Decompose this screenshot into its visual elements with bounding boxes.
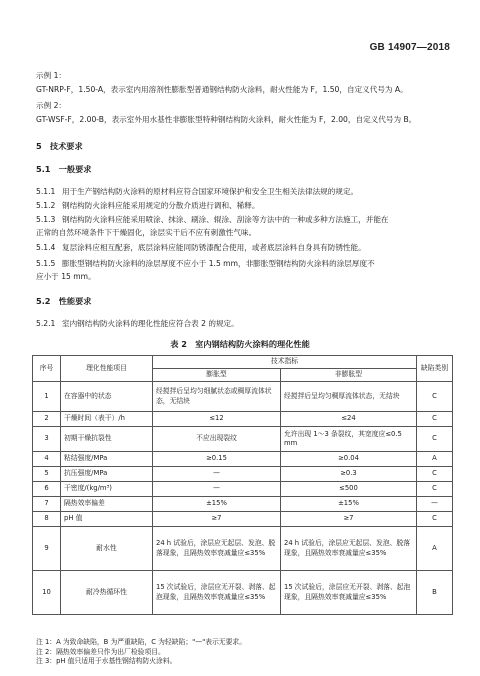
row-no: 3: [33, 427, 61, 452]
row-no: 6: [33, 482, 61, 497]
row-non-intumescent: ≤500: [281, 482, 417, 497]
row-item: 初期干燥抗裂性: [61, 427, 153, 452]
table-row: [33, 412, 453, 427]
row-non-intumescent: ≥7: [281, 512, 417, 527]
section-5-1-number: 5.1: [36, 164, 51, 174]
row-no: 5: [33, 467, 61, 482]
clause-text: 室内钢结构防火涂料的理化性能应符合表 2 的规定。: [62, 319, 239, 328]
row-class: B: [417, 571, 453, 615]
row-intumescent: 15 次试验后，涂层应无开裂、剥落、起泡现象，且隔热效率衰减量应≤35%: [153, 571, 281, 615]
section-5-2-number: 5.2: [36, 296, 51, 306]
row-class: C: [417, 427, 453, 452]
row-intumescent: ≤12: [153, 412, 281, 427]
row-class: —: [417, 497, 453, 512]
row-non-intumescent: ≤24: [281, 412, 417, 427]
example-2-label: 示例 2：: [36, 101, 67, 110]
example-2-text: GT-WSF-F，2.00-B，表示室外用水基性非膨胀型特种钢结构防火涂料，耐火性能为 F，2.00，自定义代号为 B。: [36, 115, 417, 124]
row-no: 10: [33, 571, 61, 615]
clause-text: 用于生产钢结构防火涂料的原材料应符合国家环境保护和安全卫生相关法律法规的规定。: [62, 187, 359, 196]
clause-text: 钢结构防火涂料应能采用规定的分散介质进行调和、稀释。: [62, 201, 260, 210]
clause-text: 钢结构防火涂料应能采用喷涂、抹涂、刷涂、辊涂、刮涂等方法中的一种或多种方法施工，并能在: [62, 215, 389, 224]
row-class: A: [417, 452, 453, 467]
properties-table: [32, 355, 453, 615]
row-class: C: [417, 512, 453, 527]
example-1-label: 示例 1：: [36, 71, 67, 80]
row-non-intumescent: ±15%: [281, 497, 417, 512]
note-3: 注 3：pH 值只适用于水基性钢结构防火涂料。: [36, 657, 177, 665]
row-intumescent: 24 h 试验后，涂层应无起层、发泡、脱落现象，且隔热效率衰减量应≤35%: [153, 527, 281, 571]
row-no: 1: [33, 382, 61, 412]
section-5-number: 5: [36, 141, 42, 151]
table-row: [33, 497, 453, 512]
section-5-2-heading: [36, 296, 450, 307]
row-item: 在容器中的状态: [61, 382, 153, 412]
note-2: 注 2：隔热效率偏差只作为出厂检验项目。: [36, 647, 165, 656]
header-technical-index: 技术指标: [153, 356, 417, 369]
row-intumescent: ±15%: [153, 497, 281, 512]
row-item: 粘结强度/MPa: [61, 452, 153, 467]
row-item: 隔热效率偏差: [61, 497, 153, 512]
clause-number: 5.2.1: [36, 319, 56, 328]
row-class: C: [417, 412, 453, 427]
table-row: [33, 382, 453, 412]
row-no: 4: [33, 452, 61, 467]
row-non-intumescent: 允许出现 1～3 条裂纹，其宽度应≤0.5 mm: [281, 427, 417, 452]
table-title: 表 2 室内钢结构防火涂料的理化性能: [170, 339, 310, 349]
row-no: 8: [33, 512, 61, 527]
table-row: [33, 427, 453, 452]
section-5-heading: [36, 141, 450, 152]
row-intumescent: —: [153, 482, 281, 497]
row-non-intumescent: 15 次试验后，涂层应无开裂、剥落、起泡现象，且隔热效率衰减量应≤35%: [281, 571, 417, 615]
clause-text: 膨胀型钢结构防火涂料的涂层厚度不应小于 1.5 mm，非膨胀型钢结构防火涂料的涂层厚度不: [62, 259, 375, 268]
header-item: 理化性能项目: [61, 356, 153, 382]
standard-number: GB 14907—2018: [369, 42, 450, 53]
row-class: C: [417, 467, 453, 482]
row-intumescent: —: [153, 467, 281, 482]
row-intumescent: 不应出现裂纹: [153, 427, 281, 452]
table-notes: [36, 638, 246, 667]
row-intumescent: 经搅拌后呈均匀细腻状态或稠厚流体状态，无结块: [153, 382, 281, 412]
table-row: [33, 467, 453, 482]
row-class: A: [417, 527, 453, 571]
example-1-text: GT-NRP-F，1.50-A，表示室内用溶剂性膨胀型普通钢结构防火涂料，耐火性能为 F，1.50，自定义代号为 A。: [36, 85, 408, 94]
clause-number: 5.1.4: [36, 243, 56, 252]
row-non-intumescent: ≥0.3: [281, 467, 417, 482]
row-item: 耐冷热循环性: [61, 571, 153, 615]
section-5-title: 技术要求: [49, 141, 83, 151]
header-non-intumescent: 非膨胀型: [281, 369, 417, 382]
clause-number: 5.1.1: [36, 187, 56, 196]
table-row: [33, 482, 453, 497]
row-item: pH 值: [61, 512, 153, 527]
row-item: 干燥时间（表干）/h: [61, 412, 153, 427]
table-row: [33, 452, 453, 467]
header-defect-class: 缺陷类别: [417, 356, 453, 382]
row-intumescent: ≥0.15: [153, 452, 281, 467]
row-no: 7: [33, 497, 61, 512]
row-no: 9: [33, 527, 61, 571]
table-row: [33, 527, 453, 571]
clause-number: 5.1.3: [36, 215, 56, 224]
clause-text-continued: 正常的自然环境条件下干燥固化，涂层实干后不应有刺激性气味。: [36, 228, 257, 237]
header-intumescent: 膨胀型: [153, 369, 281, 382]
section-5-1-title: 一般要求: [58, 164, 92, 174]
table-row: [33, 571, 453, 615]
clause-text-continued: 应小于 15 mm。: [36, 272, 96, 281]
table-row: [33, 512, 453, 527]
header-no: 序号: [33, 356, 61, 382]
row-no: 2: [33, 412, 61, 427]
clause-text: 复层涂料应相互配套，底层涂料应能同防锈漆配合使用，或者底层涂料自身具有防锈性能。: [62, 243, 366, 252]
clause-number: 5.1.2: [36, 201, 56, 210]
row-non-intumescent: 经搅拌后呈均匀稠厚流体状态，无结块: [281, 382, 417, 412]
section-5-2-title: 性能要求: [58, 296, 92, 306]
row-item: 耐水性: [61, 527, 153, 571]
row-item: 干密度/(kg/m³): [61, 482, 153, 497]
clause-number: 5.1.5: [36, 259, 56, 268]
section-5-1-heading: [36, 164, 450, 175]
row-intumescent: ≥7: [153, 512, 281, 527]
note-1: 注 1：A 为致命缺陷，B 为严重缺陷，C 为轻缺陷；"—"表示无要求。: [36, 638, 246, 646]
row-non-intumescent: 24 h 试验后，涂层应无起层、发泡、脱落现象，且隔热效率衰减量应≤35%: [281, 527, 417, 571]
row-class: C: [417, 482, 453, 497]
row-item: 抗压强度/MPa: [61, 467, 153, 482]
row-class: C: [417, 382, 453, 412]
row-non-intumescent: ≥0.04: [281, 452, 417, 467]
